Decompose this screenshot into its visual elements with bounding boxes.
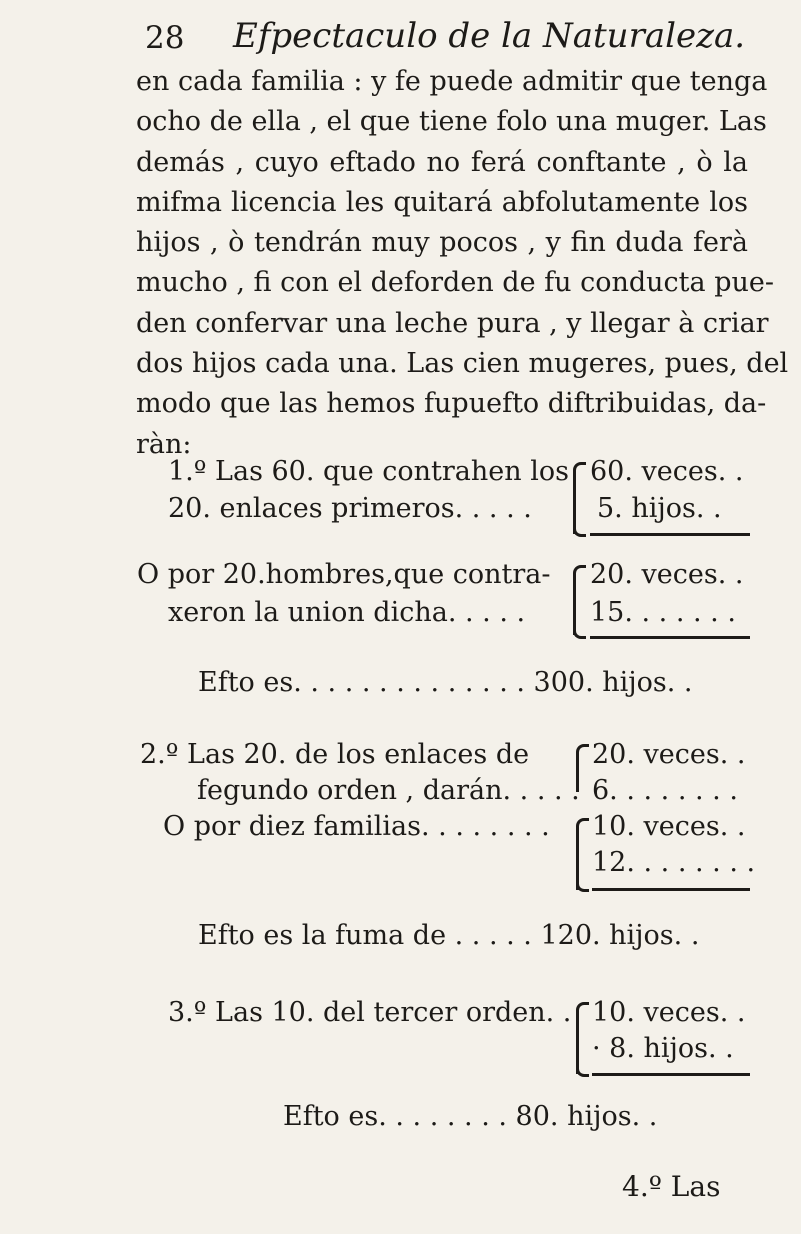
brace-icon bbox=[573, 470, 576, 534]
s2-line3-left: O por diez familias. . . . . . . . bbox=[163, 811, 550, 842]
catchword: 4.º Las bbox=[622, 1170, 721, 1203]
page-header bbox=[145, 14, 746, 60]
body-paragraph bbox=[136, 62, 789, 465]
brace-icon bbox=[576, 881, 589, 892]
text-line: mucho , fi con el deforden de fu conducta pue- bbox=[136, 267, 774, 299]
sum-rule bbox=[590, 533, 750, 536]
sum-rule bbox=[592, 888, 750, 891]
brace-icon bbox=[573, 628, 586, 639]
s1-line3-right: 20. veces. . bbox=[590, 559, 744, 590]
s3-line1-left: 3.º Las 10. del tercer orden. . bbox=[168, 997, 572, 1028]
text-line: demás , cuyo eftado no ferá conftante , ò la bbox=[136, 146, 748, 178]
text-line: dos hijos cada una. Las cien mugeres, pues, del bbox=[136, 348, 789, 380]
text-line: mifma licencia les quitará abfolutamente los bbox=[136, 186, 748, 218]
s1-line2-left: 20. enlaces primeros. . . . . bbox=[168, 493, 532, 524]
brace-icon bbox=[576, 1066, 589, 1077]
brace-icon bbox=[576, 1010, 579, 1074]
sum-rule bbox=[590, 636, 750, 639]
s2-line1-left: 2.º Las 20. de los enlaces de bbox=[140, 739, 530, 770]
brace-icon bbox=[573, 573, 576, 635]
s2-line3-right: 10. veces. . bbox=[592, 811, 746, 842]
running-title: Efpectaculo de la Naturaleza. bbox=[233, 16, 746, 56]
s1-line1-right: 60. veces. . bbox=[590, 456, 744, 487]
s2-line2-left: fegundo orden , darán. . . . . bbox=[197, 775, 580, 806]
s3-line1-right: 10. veces. . bbox=[592, 997, 746, 1028]
text-line: ocho de ella , el que tiene folo una muger. Las bbox=[136, 106, 767, 138]
text-line: den confervar una leche pura , y llegar à criar bbox=[136, 307, 769, 339]
page-number: 28 bbox=[145, 20, 185, 56]
text-line: modo que las hemos fupuefto diftribuidas, da- bbox=[136, 388, 767, 420]
s1-line3-left: O por 20.hombres,que contra- bbox=[137, 559, 551, 590]
brace-icon bbox=[573, 526, 586, 537]
s1-line1-left: 1.º Las 60. que contrahen los bbox=[168, 456, 569, 487]
text-line: ràn: bbox=[136, 428, 192, 460]
s1-line4-left: xeron la union dicha. . . . . bbox=[168, 597, 526, 628]
s1-line2-right: 5. hijos. . bbox=[597, 493, 722, 524]
s2-line1-right: 20. veces. . bbox=[592, 739, 746, 770]
text-line: hijos , ò tendrán muy pocos , y fin duda ferà bbox=[136, 227, 748, 259]
sum-rule bbox=[592, 1073, 750, 1076]
s1-total: Efto es. . . . . . . . . . . . . . 300. hijos. . bbox=[198, 667, 693, 698]
s2-line4-right: 12. . . . . . . . bbox=[592, 847, 756, 878]
text-line: en cada familia : y fe puede admitir que tenga bbox=[136, 66, 768, 97]
s2-line2-right: 6. . . . . . . . bbox=[592, 775, 738, 806]
s2-total: Efto es la fuma de . . . . . 120. hijos. . bbox=[198, 920, 700, 951]
brace-icon bbox=[576, 752, 579, 792]
s3-total: Efto es. . . . . . . . 80. hijos. . bbox=[283, 1101, 658, 1132]
s1-line4-right: 15. . . . . . . bbox=[590, 597, 736, 628]
s3-line2-right: · 8. hijos. . bbox=[592, 1033, 734, 1064]
